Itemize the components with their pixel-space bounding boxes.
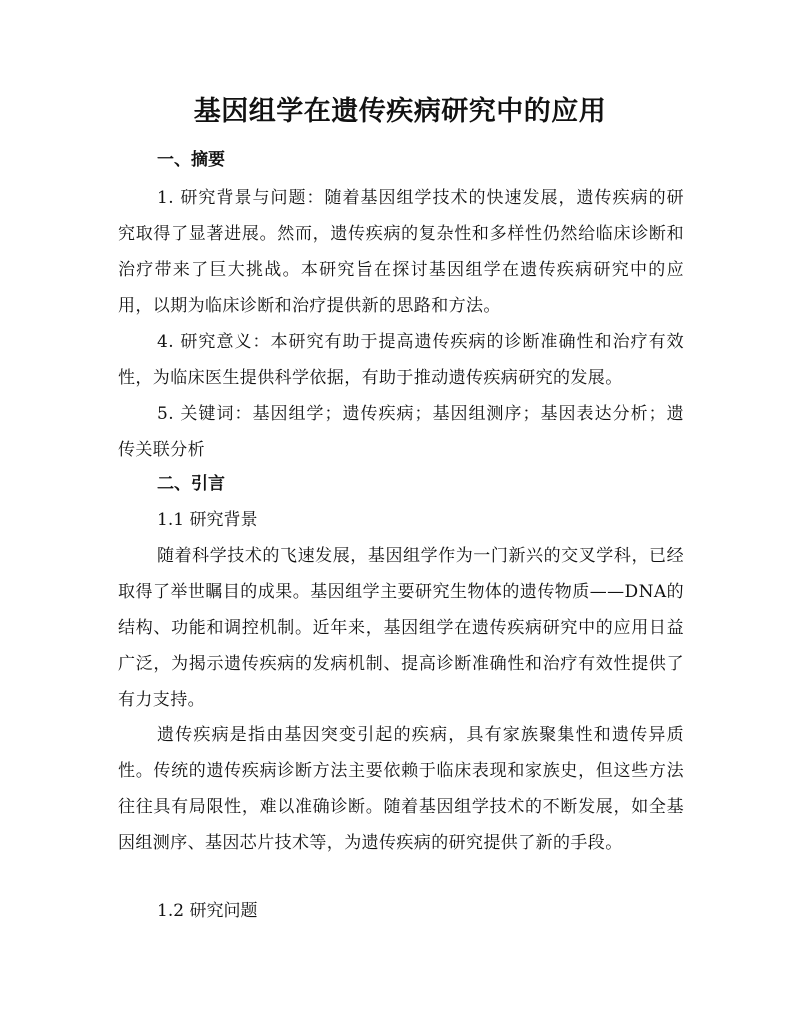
introduction-paragraph-2: 遗传疾病是指由基因突变引起的疾病，具有家族聚集性和遗传异质性。传统的遗传疾病诊断方法主要依赖于临床表现和家族史，但这些方法往往具有局限性，难以准确诊断。随着基因组学技术的不断发展，如全基因组测序、基因芯片技术等，为遗传疾病的研究提供了新的手段。 bbox=[118, 725, 684, 853]
abstract-paragraph-keywords: 5. 关键词：基因组学；遗传疾病；基因组测序；基因表达分析；遗传关联分析 bbox=[118, 404, 684, 460]
section-heading-abstract: 一、摘要 bbox=[157, 150, 225, 170]
section-heading-introduction: 二、引言 bbox=[157, 474, 225, 494]
page-title: 基因组学在遗传疾病研究中的应用 bbox=[193, 96, 607, 127]
abstract-paragraph-background: 1. 研究背景与问题：随着基因组学技术的快速发展，遗传疾病的研究取得了显著进展。然而，遗传疾病的复杂性和多样性仍然给临床诊断和治疗带来了巨大挑战。本研究旨在探讨基因组学在遗传疾病研究中的应用，以期为临床诊断和治疗提供新的思路和方法。 bbox=[118, 188, 684, 316]
abstract-paragraph-significance: 4. 研究意义：本研究有助于提高遗传疾病的诊断准确性和治疗有效性，为临床医生提供科学依据，有助于推动遗传疾病研究的发展。 bbox=[118, 332, 684, 388]
subsection-heading-background: 1.1 研究背景 bbox=[157, 510, 258, 530]
introduction-paragraph-1: 随着科学技术的飞速发展，基因组学作为一门新兴的交叉学科，已经取得了举世瞩目的成果。基因组学主要研究生物体的遗传物质——DNA的结构、功能和调控机制。近年来，基因组学在遗传疾病研究中的应用日益广泛，为揭示遗传疾病的发病机制、提高诊断准确性和治疗有效性提供了有力支持。 bbox=[118, 546, 684, 710]
subsection-heading-research-questions: 1.2 研究问题 bbox=[157, 901, 258, 921]
